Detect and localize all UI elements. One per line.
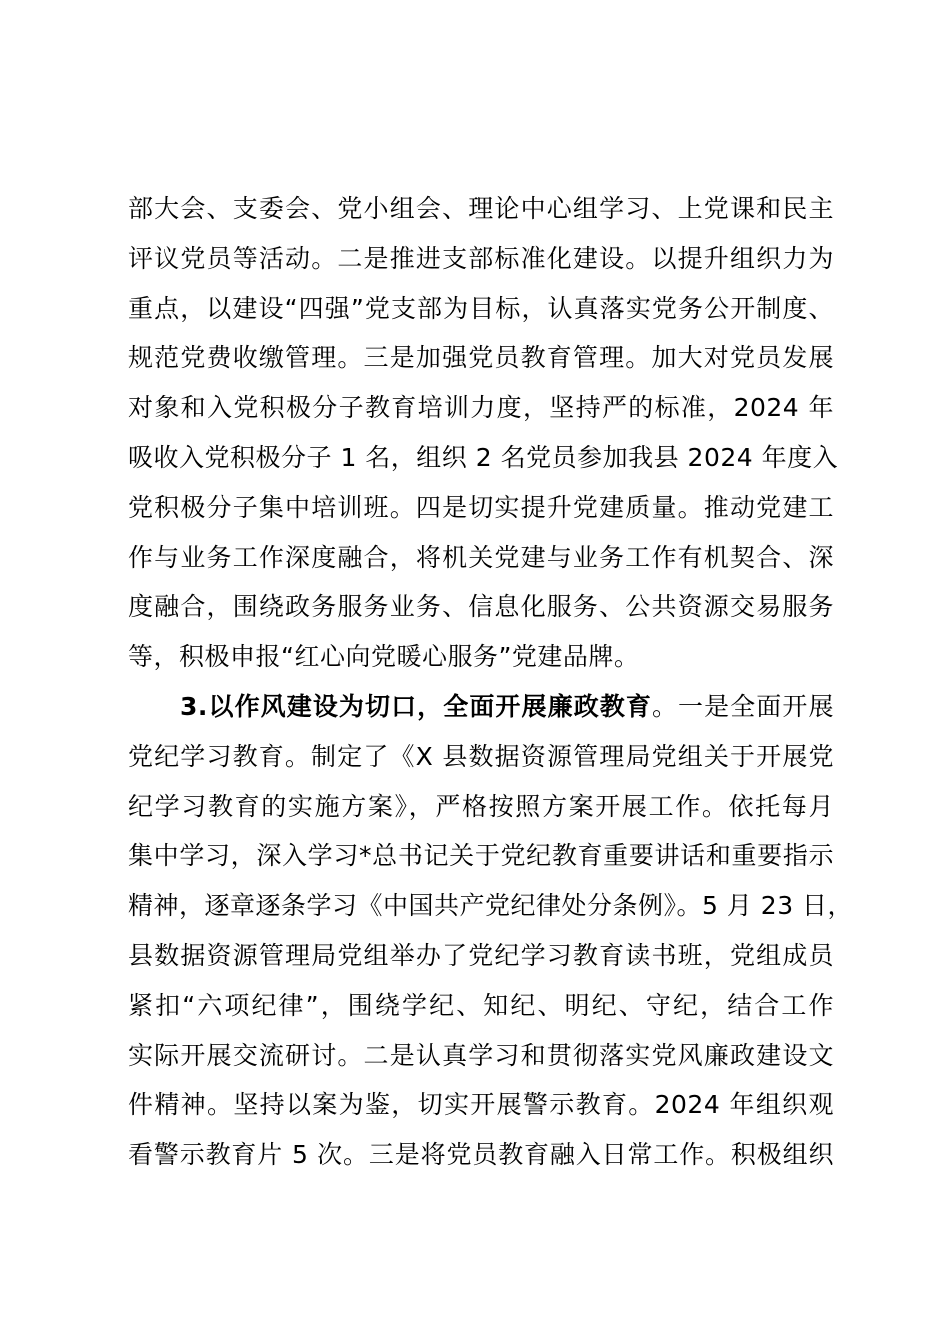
text-line: 评议党员等活动。二是推进支部标准化建设。以提升组织力为 xyxy=(128,243,834,273)
text-line: 紧扣“六项纪律”，围绕学纪、知纪、明纪、守纪，结合工作 xyxy=(128,990,834,1020)
text-line: 件精神。坚持以案为鉴，切实开展警示教育。2024 年组织观 xyxy=(128,1090,834,1120)
text-line: 作与业务工作深度融合，将机关党建与业务工作有机契合、深 xyxy=(128,542,834,572)
text-line: 度融合，围绕政务服务业务、信息化服务、公共资源交易服务 xyxy=(128,592,834,622)
text-line: 纪学习教育的实施方案》，严格按照方案开展工作。依托每月 xyxy=(128,791,834,821)
text-line: 县数据资源管理局党组举办了党纪学习教育读书班，党组成员 xyxy=(128,940,834,970)
section-heading-line xyxy=(128,682,834,732)
text-line: 实际开展交流研讨。二是认真学习和贯彻落实党风廉政建设文 xyxy=(128,1040,834,1070)
text-line: 看警示教育片 5 次。三是将党员教育融入日常工作。积极组织 xyxy=(128,1140,834,1170)
text-line: 规范党费收缴管理。三是加强党员教育管理。加大对党员发展 xyxy=(128,343,834,373)
text-line: 吸收入党积极分子 1 名，组织 2 名党员参加我县 2024 年度入 xyxy=(128,442,839,472)
text-span: 。一是全面开展 xyxy=(651,691,834,721)
text-line: 等，积极申报“红心向党暖心服务”党建品牌。 xyxy=(128,642,640,672)
text-line: 重点，以建设“四强”党支部为目标，认真落实党务公开制度、 xyxy=(128,293,834,323)
text-line: 党积极分子集中培训班。四是切实提升党建质量。推动党建工 xyxy=(128,492,834,522)
text-line: 集中学习，深入学习*总书记关于党纪教育重要讲话和重要指示 xyxy=(128,841,834,871)
text-line: 对象和入党积极分子教育培训力度，坚持严的标准，2024 年 xyxy=(128,393,834,423)
text-line: 党纪学习教育。制定了《X 县数据资源管理局党组关于开展党 xyxy=(128,741,834,771)
paragraph-party-building xyxy=(128,184,839,682)
text-line: 部大会、支委会、党小组会、理论中心组学习、上党课和民主 xyxy=(128,194,834,223)
text-line: 精神，逐章逐条学习《中国共产党纪律处分条例》。5 月 23 日， xyxy=(128,891,854,921)
section-heading: 3.以作风建设为切口，全面开展廉政教育 xyxy=(180,691,652,721)
paragraph-integrity-education xyxy=(128,682,854,1180)
document-body xyxy=(128,184,854,1180)
